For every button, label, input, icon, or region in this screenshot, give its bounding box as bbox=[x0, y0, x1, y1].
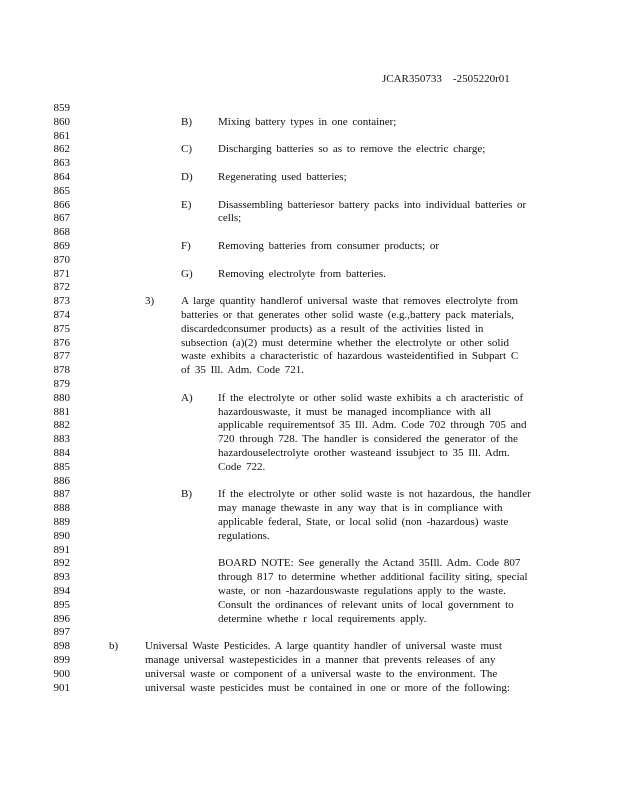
line-number: 870 bbox=[53, 253, 70, 266]
section-b-label: b) bbox=[109, 640, 119, 653]
item-label: D) bbox=[181, 171, 193, 183]
item-a-text-line: Code 722. bbox=[218, 460, 266, 473]
board-note-line: BOARD NOTE: See generally the Actand 35Ill. Adm. Code 807 bbox=[218, 557, 521, 570]
line-number: 899 bbox=[53, 654, 70, 666]
line-number: 863 bbox=[53, 157, 70, 170]
item-a-text-line: hazardouswaste, it must be managed incompliance with all bbox=[218, 405, 492, 418]
line-number: 861 bbox=[53, 129, 70, 142]
line-number: 866 bbox=[53, 198, 70, 211]
line-number: 893 bbox=[53, 571, 70, 584]
item-3-text-line: A large quantity handlerof universal waste that removes electrolyte from bbox=[181, 295, 518, 308]
item-text: Removing electrolyte from batteries. bbox=[218, 267, 386, 280]
line-number: 873 bbox=[53, 295, 70, 308]
line-number: 877 bbox=[53, 350, 70, 363]
item-b-text-line: regulations. bbox=[218, 529, 270, 542]
item-a-text-line: If the electrolyte or other solid waste exhibits a ch aracteristic of bbox=[218, 391, 524, 404]
item-a-text-line: applicable requirementsof 35 Ill. Adm. Code 702 through 705 and bbox=[218, 419, 527, 432]
line-number: 865 bbox=[53, 184, 70, 197]
line-number: 878 bbox=[53, 364, 70, 377]
line-number: 889 bbox=[53, 516, 70, 528]
item-text: Disassembling batteriesor battery packs into individual batteries or bbox=[218, 198, 527, 211]
line-number: 882 bbox=[53, 419, 70, 432]
item-3-label: 3) bbox=[145, 295, 155, 308]
line-number: 895 bbox=[53, 598, 70, 611]
line-number: 891 bbox=[53, 543, 70, 556]
item-text: Removing batteries from consumer products; or bbox=[218, 240, 440, 252]
line-number: 886 bbox=[53, 474, 70, 487]
line-number: 869 bbox=[53, 240, 70, 252]
section-b-text-line: Universal Waste Pesticides. A large quantity handler of universal waste must bbox=[145, 640, 502, 653]
item-text: cells; bbox=[218, 212, 242, 225]
line-number: 860 bbox=[53, 115, 70, 128]
section-b-text-line: manage universal wastepesticides in a manner that prevents releases of any bbox=[145, 654, 496, 666]
item-text: Mixing battery types in one container; bbox=[218, 115, 397, 128]
line-number: 859 bbox=[53, 102, 70, 114]
item-3-text-line: waste exhibits a characteristic of hazardous wasteidentified in Subpart C bbox=[181, 350, 519, 363]
line-number: 892 bbox=[53, 557, 70, 570]
board-note-line: determine whethe r local requirements apply. bbox=[218, 612, 427, 625]
line-number: 883 bbox=[53, 433, 70, 446]
line-number: 864 bbox=[53, 171, 70, 183]
line-number: 876 bbox=[53, 336, 70, 349]
line-number: 897 bbox=[53, 626, 70, 639]
item-b-text-line: applicable federal, State, or local solid (non -hazardous) waste bbox=[218, 516, 509, 528]
item-b-label: B) bbox=[181, 488, 192, 501]
line-number: 887 bbox=[53, 488, 70, 501]
line-number: 884 bbox=[53, 447, 70, 459]
doc-revision: -2505220r01 bbox=[452, 73, 510, 85]
section-b-text-line: universal waste or component of a universal waste to the environment. The bbox=[145, 667, 498, 680]
page-header bbox=[382, 73, 510, 85]
board-note-line: through 817 to determine whether additional facility siting, special bbox=[218, 571, 528, 584]
line-number: 885 bbox=[53, 460, 70, 473]
item-a-label: A) bbox=[181, 391, 193, 404]
item-label: F) bbox=[181, 240, 191, 252]
line-number: 888 bbox=[53, 502, 70, 515]
line-number: 879 bbox=[53, 378, 70, 390]
item-b-text-line: may manage thewaste in any way that is in compliance with bbox=[218, 502, 503, 515]
line-number: 868 bbox=[53, 226, 70, 239]
item-a-text-line: 720 through 728. The handler is considered the generator of the bbox=[218, 433, 518, 446]
item-label: B) bbox=[181, 115, 192, 128]
line-number: 881 bbox=[53, 405, 70, 418]
line-number: 867 bbox=[53, 212, 70, 225]
line-number: 896 bbox=[53, 612, 70, 625]
item-3-text-line: of 35 Ill. Adm. Code 721. bbox=[181, 364, 305, 377]
line-number: 871 bbox=[53, 267, 70, 280]
line-number: 874 bbox=[53, 309, 70, 321]
line-number: 875 bbox=[53, 322, 70, 335]
line-number: 900 bbox=[53, 667, 70, 680]
board-note-line: waste, or non -hazardouswaste regulations apply to the waste. bbox=[218, 585, 506, 597]
line-number: 880 bbox=[53, 391, 70, 404]
board-note-line: Consult the ordinances of relevant units of local government to bbox=[218, 598, 514, 611]
line-number: 890 bbox=[53, 529, 70, 542]
line-number: 898 bbox=[53, 640, 70, 653]
item-3-text-line: discardedconsumer products) as a result of the activities listed in bbox=[181, 322, 484, 335]
item-b-text-line: If the electrolyte or other solid waste is not hazardous, the handler bbox=[218, 488, 531, 501]
line-number: 901 bbox=[53, 681, 70, 694]
item-text: Discharging batteries so as to remove the electric charge; bbox=[218, 143, 486, 156]
item-label: E) bbox=[181, 198, 192, 211]
line-number: 894 bbox=[53, 585, 70, 597]
item-label: C) bbox=[181, 143, 192, 156]
doc-id: JCAR350733 bbox=[382, 73, 442, 85]
item-label: G) bbox=[181, 267, 193, 280]
line-number: 872 bbox=[53, 281, 70, 294]
item-a-text-line: hazardouselectrolyte orother wasteand issubject to 35 Ill. Adm. bbox=[218, 447, 510, 459]
item-text: Regenerating used batteries; bbox=[218, 171, 347, 183]
item-3-text-line: subsection (a)(2) must determine whether the electrolyte or other solid bbox=[181, 336, 510, 349]
item-3-text-line: batteries or that generates other solid waste (e.g.,battery pack materials, bbox=[181, 309, 514, 321]
section-b-text-line: universal waste pesticides must be contained in one or more of the following: bbox=[145, 681, 510, 694]
line-number: 862 bbox=[53, 143, 70, 156]
